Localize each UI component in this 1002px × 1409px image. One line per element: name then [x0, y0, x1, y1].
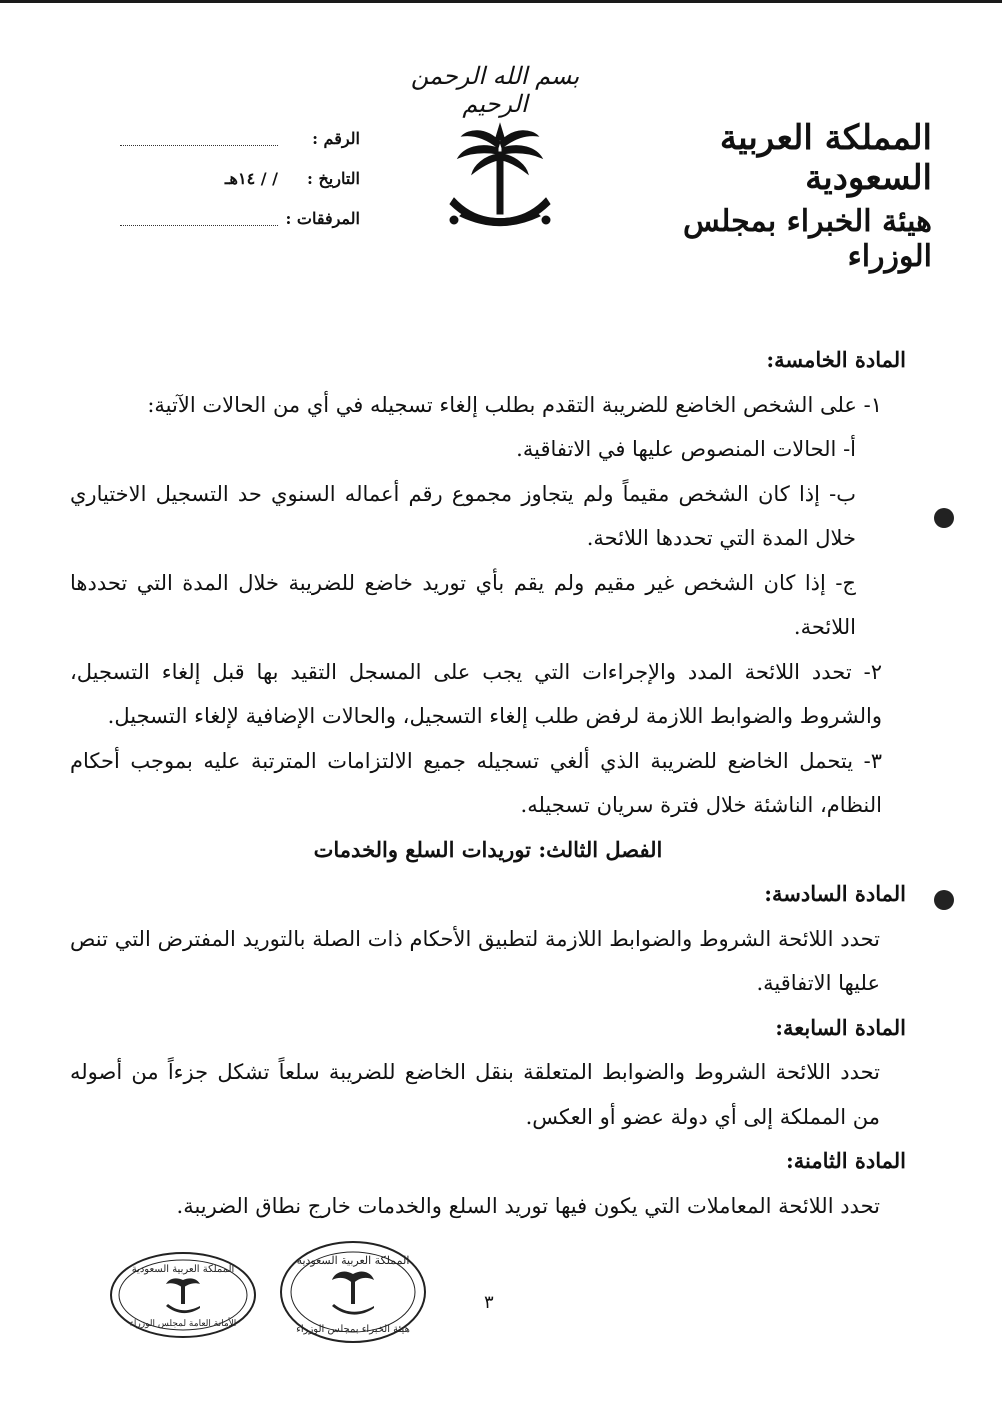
- article-8-text: تحدد اللائحة المعاملات التي يكون فيها توريد السلع والخدمات خارج نطاق الضريبة.: [176, 1193, 880, 1218]
- stamp-right-top-text: المملكة العربية السعودية: [296, 1254, 410, 1267]
- date-value: / / ١٤هـ: [224, 168, 278, 188]
- article-7-title: المادة السابعة:: [775, 1014, 906, 1040]
- stamp-left-bottom-text: الأمانة العامة لمجلس الوزراء: [129, 1319, 237, 1329]
- kingdom-title: المملكة العربية السعودية: [719, 118, 932, 198]
- punch-hole-mark: [934, 890, 954, 910]
- article-5-clause-1: ١- على الشخص الخاضع للضريبة التقدم بطلب إلغاء تسجيله في أي من الحالات الآتية:: [147, 392, 882, 417]
- article-6-text: تحدد اللائحة الشروط والضوابط اللازمة لتطبيق الأحكام ذات الصلة بالتوريد المفترض التي تنص عليها الاتفاقية.: [70, 926, 880, 995]
- article-6-title: المادة السادسة:: [764, 881, 906, 906]
- attachments-row: [60, 198, 360, 238]
- experts-authority-stamp: [278, 1238, 428, 1346]
- document-body: [70, 338, 906, 1228]
- stamp-right-bottom-text: هيئة الخبراء بمجلس الوزراء: [296, 1324, 410, 1335]
- date-label: التاريخ :: [306, 168, 360, 188]
- article-5-clause-3: ٣- يتحمل الخاضع للضريبة الذي ألغي تسجيله جميع الالتزامات المترتبة عليه بموجب أحكام النظام، الناشئة خلال فترة سريان تسجيله.: [70, 748, 882, 817]
- article-5-clause-1b: ب- إذا كان الشخص مقيماً ولم يتجاوز مجموع رقم أعماله السنوي حد التسجيل الاختياري خلال المدة التي تحددها اللائحة.: [70, 481, 856, 550]
- date-row: [60, 158, 360, 198]
- letterhead-titles: [592, 118, 932, 274]
- authority-title: هيئة الخبراء بمجلس الوزراء: [682, 204, 932, 274]
- article-5-title: المادة الخامسة:: [766, 347, 906, 372]
- article-5-clause-1a: أ- الحالات المنصوص عليها في الاتفاقية.: [516, 437, 856, 461]
- article-5-clause-1c: ج- إذا كان الشخص غير مقيم ولم يقم بأي توريد خاضع للضريبة خلال المدة التي تحددها اللائحة.: [70, 570, 856, 639]
- palm-swords-emblem-icon: [440, 112, 560, 252]
- basmala-heading: بسم الله الرحمن الرحيم: [410, 62, 580, 118]
- stamp-left-top-text: المملكة العربية السعودية: [131, 1264, 235, 1275]
- chapter-3-heading: الفصل الثالث: توريدات السلع والخدمات: [313, 836, 663, 862]
- number-line: [120, 131, 278, 146]
- punch-hole-mark: [934, 508, 954, 528]
- number-row: [60, 118, 360, 158]
- article-7-text: تحدد اللائحة الشروط والضوابط المتعلقة بنقل الخاضع للضريبة سلعاً تشكل جزءاً من أصوله من المملكة إلى أي دولة عضو أو العكس.: [70, 1060, 880, 1129]
- article-5-clause-2: ٢- تحدد اللائحة المدد والإجراءات التي يجب على المسجل التقيد بها قبل إلغاء التسجيل، والشروط والضوابط اللازمة لرفض طلب إلغاء التسجيل، والحالات الإضافية لإلغاء التسجيل.: [70, 659, 882, 728]
- top-border-line: [0, 0, 1002, 3]
- reference-fields: [60, 118, 360, 238]
- attachments-label: المرفقات :: [285, 208, 360, 228]
- general-secretariat-stamp: [108, 1250, 258, 1340]
- article-8-title: المادة الثامنة:: [785, 1148, 906, 1173]
- number-label: الرقم :: [312, 128, 360, 148]
- attachments-line: [120, 211, 278, 226]
- page-number: ٣: [484, 1292, 494, 1313]
